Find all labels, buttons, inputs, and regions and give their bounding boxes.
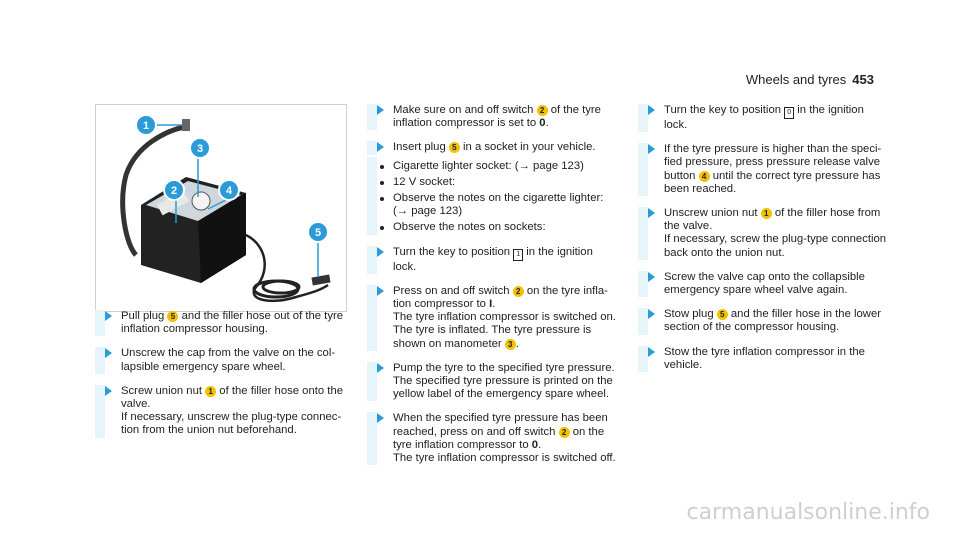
callout-3 bbox=[190, 138, 210, 158]
bullet-text: Observe the notes on sockets: bbox=[393, 221, 546, 234]
step-text: and the filler hose in the lower section of the compressor housing. bbox=[664, 308, 881, 334]
punct: . bbox=[538, 438, 542, 451]
svg-text:5: 5 bbox=[314, 227, 322, 239]
bullet-dot bbox=[380, 165, 384, 169]
step-text: Screw the valve cap onto the collapsible emergency spare wheel valve again. bbox=[664, 270, 865, 297]
step-stow-compressor bbox=[638, 346, 888, 372]
callout-ref: 2 bbox=[537, 105, 548, 116]
step-unscrew-cap bbox=[95, 347, 345, 373]
svg-text:4: 4 bbox=[225, 185, 233, 197]
step-arrow-icon bbox=[377, 286, 384, 296]
step-text: of the filler hose onto the valve. bbox=[121, 384, 344, 411]
step-text: in a socket in your vehicle. bbox=[459, 141, 596, 154]
step-text: Insert plug bbox=[393, 141, 449, 154]
step-text: If the tyre pressure is higher than the speci fied pressure, press pressure release valve button bbox=[664, 143, 882, 182]
callout-ref: 5 bbox=[167, 311, 178, 322]
step-note: The specified tyre pressure is printed on the yellow label of the emergency spare wheel. bbox=[393, 375, 613, 401]
switch-value: 0 bbox=[531, 438, 539, 451]
svg-text:1: 1 bbox=[142, 120, 150, 132]
page-number: 453 bbox=[852, 72, 874, 87]
bullet-text: Observe the notes on the cigarette lighter: (→ page 123) bbox=[393, 192, 604, 218]
page-header bbox=[746, 72, 874, 87]
step-arrow-icon bbox=[105, 386, 112, 396]
step-note-text: The tyre inflation compressor is switched on. The tyre is inflated. The tyre pressure is shown on manometer bbox=[393, 311, 616, 350]
svg-text:3: 3 bbox=[196, 143, 204, 155]
step-text: Press on and off switch bbox=[393, 284, 513, 297]
callout-5 bbox=[308, 222, 328, 242]
bullet-item bbox=[367, 160, 617, 173]
switch-value: 0 bbox=[539, 117, 546, 130]
compressor-illustration bbox=[95, 104, 347, 312]
step-pump-tyre bbox=[367, 362, 617, 402]
step-arrow-icon bbox=[648, 105, 655, 115]
step-text: Screw union nut bbox=[121, 384, 206, 397]
step-arrow-icon bbox=[377, 142, 384, 152]
step-text: on the tyre inflation compressor to bbox=[393, 425, 605, 451]
step-text: Turn the key to position bbox=[393, 245, 514, 258]
callout-ref: 1 bbox=[761, 208, 772, 219]
step-text: Unscrew union nut bbox=[664, 207, 761, 220]
callout-ref: 5 bbox=[717, 309, 728, 320]
callout-ref: 1 bbox=[205, 386, 216, 397]
callout-ref: 3 bbox=[505, 339, 516, 350]
step-screw-union-nut bbox=[95, 385, 345, 438]
step-text: of the tyre inflation compressor is set to bbox=[393, 104, 601, 130]
svg-text:2: 2 bbox=[170, 185, 178, 197]
bullet-item bbox=[367, 221, 617, 234]
step-press-switch bbox=[367, 285, 617, 351]
step-arrow-icon bbox=[648, 347, 655, 357]
column-1 bbox=[95, 310, 345, 449]
callout-ref: 4 bbox=[699, 171, 710, 182]
compressor-drawing bbox=[96, 105, 346, 311]
step-turn-key bbox=[367, 246, 617, 274]
step-text: Pull plug bbox=[121, 310, 168, 322]
step-switch-off bbox=[367, 412, 617, 465]
callout-ref: 5 bbox=[449, 142, 460, 153]
step-text: Stow plug bbox=[664, 308, 717, 321]
step-text: and the filler hose out of the tyre inflation compressor housing. bbox=[121, 310, 344, 336]
step-insert-plug bbox=[367, 141, 617, 154]
step-text: Turn the key to position bbox=[664, 104, 785, 116]
punct: . bbox=[492, 298, 496, 311]
callout-4 bbox=[219, 180, 239, 200]
step-note: The tyre inflation compressor is switched off. bbox=[393, 452, 616, 465]
step-text: in the ignition lock. bbox=[393, 245, 593, 273]
column-2 bbox=[367, 104, 617, 476]
step-text: Stow the tyre inflation compressor in the vehicle. bbox=[664, 345, 865, 371]
step-release-pressure bbox=[638, 143, 888, 196]
socket-bullets bbox=[367, 157, 617, 235]
step-text: When the specified tyre pressure has been reached, press on and off switch bbox=[393, 412, 608, 438]
step-arrow-icon bbox=[377, 247, 384, 257]
step-arrow-icon bbox=[377, 413, 384, 423]
column-3 bbox=[638, 104, 888, 383]
step-arrow-icon bbox=[377, 363, 384, 373]
callout-1 bbox=[136, 115, 156, 135]
step-arrow-icon bbox=[377, 105, 384, 115]
step-note bbox=[393, 311, 617, 351]
bullet-item bbox=[367, 192, 617, 218]
step-unscrew-union-nut bbox=[638, 207, 888, 260]
bullet-item bbox=[367, 176, 617, 189]
step-arrow-icon bbox=[648, 309, 655, 319]
step-key-zero bbox=[638, 104, 888, 132]
step-text: Make sure on and off switch bbox=[393, 104, 537, 116]
step-text: Unscrew the cap from the valve on the col lapsible emergency spare wheel. bbox=[121, 347, 336, 373]
step-check-switch bbox=[367, 104, 617, 130]
step-note: If necessary, unscrew the plug-type connec tion from the union nut beforehand. bbox=[121, 411, 342, 437]
watermark: carmanualsonline.info bbox=[686, 500, 930, 525]
step-text: in the ignition lock. bbox=[664, 104, 864, 131]
step-screw-valve-cap bbox=[638, 271, 888, 297]
step-arrow-icon bbox=[648, 144, 655, 154]
punct: . bbox=[545, 117, 549, 130]
bullet-text: 12 V socket: bbox=[393, 175, 456, 188]
bullet-dot bbox=[380, 197, 384, 201]
step-stow-plug bbox=[638, 308, 888, 334]
switch-value: I bbox=[489, 298, 493, 311]
step-text: Pump the tyre to the specified tyre pressure. bbox=[393, 361, 615, 374]
bullet-text: Cigarette lighter socket: (→ page 123) bbox=[393, 159, 584, 172]
bullet-dot bbox=[380, 181, 384, 185]
step-text: of the filler hose from the valve. bbox=[664, 207, 881, 233]
callout-2 bbox=[164, 180, 184, 200]
bullet-dot bbox=[380, 226, 384, 230]
callout-ref: 2 bbox=[559, 427, 570, 438]
callout-ref: 2 bbox=[513, 286, 524, 297]
section-title: Wheels and tyres bbox=[745, 72, 847, 87]
key-position-icon: 0 bbox=[784, 107, 794, 119]
step-text: until the correct tyre pressure has been reached. bbox=[664, 169, 881, 195]
step-pull-plug bbox=[95, 310, 345, 336]
step-arrow-icon bbox=[648, 272, 655, 282]
step-arrow-icon bbox=[105, 311, 112, 321]
step-text: on the tyre infla tion compressor to bbox=[393, 284, 608, 311]
key-position-icon: 1 bbox=[513, 249, 523, 261]
step-note: If necessary, screw the plug-type connection back onto the union nut. bbox=[664, 233, 887, 259]
step-arrow-icon bbox=[648, 208, 655, 218]
step-arrow-icon bbox=[105, 348, 112, 358]
punct: . bbox=[515, 337, 519, 350]
